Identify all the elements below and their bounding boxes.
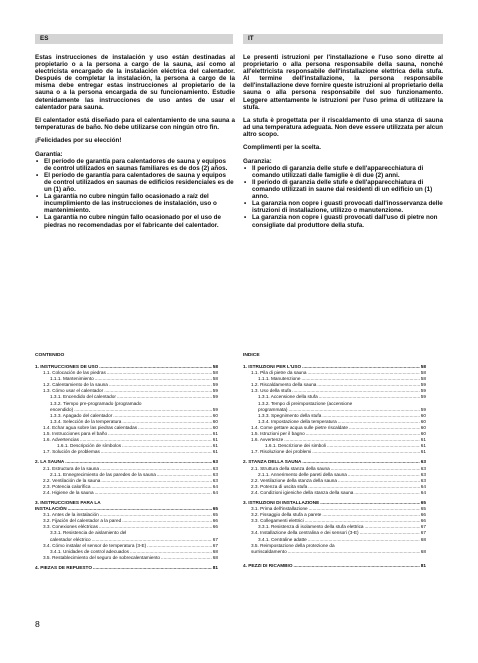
es-warranty-item: • El período de garantía para calentadores de sauna y equipos de control utilizados en saunas de edificios residenciales es de un (1) año. bbox=[35, 172, 235, 193]
toc-entry-title: 2.3. Potenza di uscita stufa bbox=[251, 483, 308, 489]
toc-entry bbox=[35, 565, 218, 571]
toc-page-number: 68 bbox=[212, 548, 218, 554]
toc-entry-title: 1.7. Risoluzione dei problemi bbox=[251, 449, 312, 455]
toc-entry-title: 2.1. Estructura de la sauna bbox=[43, 465, 100, 471]
toc-entry-title: 3.3. Collegamenti elettrici bbox=[251, 518, 304, 524]
toc-entry bbox=[243, 549, 426, 555]
es-intro-column bbox=[35, 54, 235, 235]
toc-page-number: 64 bbox=[212, 483, 218, 489]
it-table-of-contents bbox=[243, 364, 426, 569]
toc-page-number: 67 bbox=[212, 542, 218, 548]
it-warranty-item: • Il periodo di garanzia delle stufe e dell'apparecchiatura di comando utilizzati in saune dai residenti di un edificio un (1) anno. bbox=[243, 179, 443, 200]
toc-entry: 3. INSTRUCCIONES PARA LA bbox=[35, 499, 101, 505]
toc-page-number: 81 bbox=[420, 562, 426, 568]
toc-entry-title: 1.6. Advertencias bbox=[43, 437, 79, 443]
es-paragraph: El calentador está diseñado para el calentamiento de una sauna a temperaturas de baño. No debe utilizarse con ningún otro fin. bbox=[35, 116, 235, 132]
toc-page-number: 65 bbox=[212, 506, 218, 512]
toc-page-number: 60 bbox=[420, 418, 426, 424]
toc-entry bbox=[35, 394, 218, 400]
toc-entry-title: 1. ISTRUZIONI PER L'USO bbox=[243, 364, 302, 369]
toc-page-number: 65 bbox=[420, 499, 426, 505]
toc-entry-title: 2.1.1. Annerimento delle pareti della sauna bbox=[258, 471, 347, 477]
toc-page-number: 58 bbox=[420, 364, 426, 369]
toc-entry-title: 3.3. Conexiones eléctricas bbox=[43, 524, 98, 530]
toc-entry-title: 2. STANZA DELLA SAUNA bbox=[243, 459, 302, 465]
toc-entry-title: 1.2. Riscaldamento della sauna bbox=[251, 382, 317, 388]
toc-entry-title: 1. INSTRUCCIONES DE USO bbox=[35, 364, 99, 369]
toc-page-number: 63 bbox=[212, 465, 218, 471]
toc-entry-title: 3.1. Prima dell'installazione bbox=[251, 506, 308, 512]
toc-page-number: 64 bbox=[212, 489, 218, 495]
toc-page-number: 66 bbox=[420, 512, 426, 518]
toc-entry bbox=[243, 394, 426, 400]
toc-page-number: 60 bbox=[212, 412, 218, 418]
toc-leader-dots bbox=[319, 394, 420, 400]
toc-leader-dots bbox=[308, 537, 420, 543]
toc-entry: 3.5. Reimpostazione della protezione da bbox=[251, 542, 335, 548]
it-section-header bbox=[243, 34, 443, 44]
toc-page-number: 59 bbox=[212, 406, 218, 412]
toc-page-number: 58 bbox=[212, 376, 218, 382]
toc-entry-title: 1.6. Avvertenze bbox=[251, 437, 284, 443]
toc-entry-title: 3.4.1. Centraline adatte bbox=[258, 536, 307, 542]
toc-entry-title: 3.4. Cómo instalar el sensor de temperatura (3-E) bbox=[43, 542, 147, 548]
es-section-header bbox=[35, 34, 233, 44]
toc-entry: 1.3.2. Tempo di preimpostazione (accensione bbox=[258, 400, 353, 406]
toc-page-number: 59 bbox=[212, 382, 218, 388]
toc-page-number: 66 bbox=[212, 518, 218, 524]
toc-entry: 1.3.2. Tiempo pre-programado (programado bbox=[50, 400, 142, 406]
it-language-label: IT bbox=[248, 35, 254, 42]
toc-page-number: 59 bbox=[420, 382, 426, 388]
it-warranty-item: • La garanzia non copre i guasti provocati dall'uso di pietre non consigliate dal produttore della stufa. bbox=[243, 214, 443, 228]
toc-page-number: 63 bbox=[212, 477, 218, 483]
it-paragraph: Complimenti per la scelta. bbox=[243, 144, 322, 152]
toc-entry-title: 1.6.1. Descrizione dei simboli bbox=[265, 443, 326, 449]
toc-page-number: 66 bbox=[420, 518, 426, 524]
toc-entry-title: 1.4. Echar agua sobre las piedras calentadas bbox=[43, 424, 138, 430]
toc-entry bbox=[35, 490, 218, 496]
es-table-of-contents bbox=[35, 364, 218, 571]
toc-page-number: 59 bbox=[212, 394, 218, 400]
toc-page-number: 68 bbox=[420, 548, 426, 554]
toc-page-number: 65 bbox=[212, 512, 218, 518]
toc-leader-dots bbox=[312, 449, 420, 455]
toc-entry-title: 3.3.1. Resistenza di isolamento della stufa elettrica bbox=[258, 524, 364, 530]
toc-entry bbox=[35, 449, 218, 455]
toc-entry bbox=[243, 537, 426, 543]
toc-page-number: 59 bbox=[420, 406, 426, 412]
toc-leader-dots bbox=[293, 563, 419, 569]
it-toc-title: INDICE bbox=[243, 353, 260, 358]
es-paragraph: ¡Felicidades por su elección! bbox=[35, 137, 122, 145]
toc-leader-dots bbox=[288, 549, 420, 555]
toc-leader-dots bbox=[161, 555, 212, 561]
toc-page-number: 68 bbox=[420, 536, 426, 542]
toc-entry-title: 3.4. Installazione della centralina e dei sensori (3-E) bbox=[251, 530, 359, 536]
es-language-label: ES bbox=[40, 35, 49, 42]
toc-page-number: 59 bbox=[420, 388, 426, 394]
toc-entry bbox=[243, 563, 426, 569]
toc-entry-title: 1.7. Solución de problemas bbox=[43, 449, 100, 455]
toc-page-number: 66 bbox=[212, 524, 218, 530]
toc-entry-title: programmata) bbox=[258, 406, 288, 412]
toc-page-number: 63 bbox=[212, 471, 218, 477]
toc-page-number: 58 bbox=[420, 376, 426, 382]
toc-page-number: 58 bbox=[420, 370, 426, 376]
toc-entry-title: 3.4.1. Unidades de control adecuados bbox=[50, 548, 129, 554]
page-number: 8 bbox=[35, 619, 40, 629]
toc-entry-title: 1.3.1. Accensione della stufa bbox=[258, 394, 318, 400]
es-toc-title: CONTENIDO bbox=[35, 353, 65, 358]
toc-entry-title: 1.2. Calentamiento de la sauna bbox=[43, 382, 108, 388]
toc-page-number: 67 bbox=[420, 524, 426, 530]
toc-page-number: 64 bbox=[420, 489, 426, 495]
toc-page-number: 67 bbox=[420, 530, 426, 536]
toc-page-number: 61 bbox=[212, 449, 218, 455]
toc-entry-title: 3. ISTRUZIONI DI INSTALLAZIONE bbox=[243, 499, 320, 505]
toc-entry-title: 1.5. Instrucciones para el baño bbox=[43, 431, 108, 437]
toc-entry-title: 1.3. Uso della stufa bbox=[251, 388, 292, 394]
toc-leader-dots bbox=[95, 490, 212, 496]
toc-page-number: 59 bbox=[212, 388, 218, 394]
toc-page-number: 60 bbox=[420, 431, 426, 437]
toc-entry-title: 3.1. Antes de la instalación bbox=[43, 512, 99, 518]
it-warranty-title: Garanzia: bbox=[243, 157, 272, 165]
toc-page-number: 61 bbox=[420, 449, 426, 455]
es-paragraph: Estas instrucciones de instalación y uso están destinadas al propietario o a la persona a cargo de la sauna, así como al electricista encargado de la instalación eléctrica del calentador. Después de completar la instalación, la persona a cargo de la misma debe entregar estas instrucciones al propietario de la sauna o a la persona encargada de su funcionamiento. Estudie detenidamente las instrucciones de uso antes de usar el calentador para sauna. bbox=[35, 54, 235, 111]
toc-entry-title: 4. PEZZI DI RICAMBIO bbox=[243, 562, 293, 568]
toc-page-number: 60 bbox=[212, 424, 218, 430]
toc-entry-title: 1.3.3. Spegnimento della stufa bbox=[258, 412, 322, 418]
toc-page-number: 58 bbox=[212, 364, 218, 369]
toc-entry-title: 1.3.4. Impostazione della temperatura bbox=[258, 418, 337, 424]
toc-entry-title: 1.1. Colocación de las piedras bbox=[43, 370, 106, 376]
toc-page-number: 64 bbox=[420, 483, 426, 489]
toc-entry-title: 1.1.1. Mantenimiento bbox=[50, 376, 94, 382]
toc-entry: 3.3.1. Resistencia de aislamiento del bbox=[50, 530, 127, 536]
es-warranty-item: • La garantía no cubre ningún fallo ocasionado por el uso de piedras no recomendadas por el fabricante del calentador. bbox=[35, 214, 235, 228]
toc-page-number: 61 bbox=[212, 431, 218, 437]
toc-page-number: 63 bbox=[420, 477, 426, 483]
toc-page-number: 68 bbox=[212, 554, 218, 560]
toc-entry-title: 3.2. Fijación del calentador a la pared bbox=[43, 518, 122, 524]
toc-page-number: 63 bbox=[420, 465, 426, 471]
toc-page-number: 65 bbox=[420, 506, 426, 512]
toc-page-number: 63 bbox=[420, 471, 426, 477]
toc-entry bbox=[243, 449, 426, 455]
toc-page-number: 61 bbox=[420, 437, 426, 443]
toc-entry bbox=[35, 555, 218, 561]
toc-page-number: 67 bbox=[212, 536, 218, 542]
toc-entry-title: 2.4. Condizioni igieniche della stanza della sauna bbox=[251, 489, 354, 495]
toc-entry-title: surriscaldamento bbox=[251, 548, 287, 554]
it-paragraph: La stufa è progettata per il riscaldamento di una stanza di sauna ad una temperatura adeguata. Non deve essere utilizzata per alcun altro scopo. bbox=[243, 116, 443, 139]
es-warranty-item: • El período de garantía para calentadores de sauna y equipos de control utilizados en saunas familiares es de dos (2) años. bbox=[35, 158, 235, 172]
toc-entry-title: 2.1.1. Ennegrecimiento de las paredes de la sauna bbox=[50, 471, 156, 477]
toc-entry-title: 1.6.1. Descripción de símbolos bbox=[57, 443, 122, 449]
toc-entry-title: INSTALACIÓN bbox=[35, 506, 67, 512]
toc-page-number: 63 bbox=[420, 459, 426, 465]
toc-entry-title: 2.1. Struttura della stanza della sauna bbox=[251, 465, 330, 471]
toc-entry-title: 1.3.3. Apagado del calentador bbox=[50, 412, 113, 418]
it-warranty-item: • La garanzia non copre i guasti provocati dall'inosservanza delle istruzioni di installazione, utilizzo o manutenzione. bbox=[243, 200, 443, 214]
toc-entry-title: 2. LA SAUNA bbox=[35, 459, 65, 465]
it-paragraph: Le presenti istruzioni per l'installazione e l'uso sono dirette al proprietario o alla persona responsabile della sauna, nonché all'elettricista responsabile dell'installazione elettrica della stufa. Al termine dell'installazione, la persona responsabile dell'installazione deve fornire queste istruzioni al proprietario della sauna o alla persona responsabile del suo funzionamento. Leggere attentamente le istruzioni per l'uso prima di utilizzare la stufa. bbox=[243, 54, 443, 111]
toc-entry-title: 1.1. Pila di pietre da sauna bbox=[251, 370, 307, 376]
toc-entry-title: 2.2. Ventilazione della stanza della sauna bbox=[251, 477, 337, 483]
toc-leader-dots bbox=[93, 565, 212, 571]
toc-entry-title: 2.2. Ventilación de la sauna bbox=[43, 477, 101, 483]
toc-page-number: 59 bbox=[420, 394, 426, 400]
toc-entry bbox=[243, 490, 426, 496]
es-warranty-list bbox=[35, 158, 235, 229]
it-warranty-item: • Il periodo di garanzia delle stufe e dell'apparecchiatura di comando utilizzati dalle famiglie è di due (2) anni. bbox=[243, 165, 443, 179]
toc-entry-title: 1.4. Come gettare acqua sulle pietre riscaldate bbox=[251, 424, 348, 430]
toc-leader-dots bbox=[354, 490, 419, 496]
toc-leader-dots bbox=[101, 449, 212, 455]
toc-entry-title: 3.5. Restablecimiento del seguro de sobrecalentamiento bbox=[43, 554, 160, 560]
toc-page-number: 60 bbox=[420, 424, 426, 430]
toc-page-number: 81 bbox=[212, 564, 218, 570]
es-warranty-title: Garantía: bbox=[35, 150, 63, 158]
toc-page-number: 63 bbox=[212, 459, 218, 465]
it-intro-column bbox=[243, 54, 443, 235]
toc-entry-title: 1.3. Cómo usar el calentador bbox=[43, 388, 104, 394]
toc-page-number: 61 bbox=[212, 443, 218, 449]
toc-entry-title: encendido) bbox=[50, 406, 74, 412]
toc-entry-title: 2.3. Potencia calorífica bbox=[43, 483, 91, 489]
toc-entry-title: 2.4. Higiene de la sauna bbox=[43, 489, 94, 495]
toc-page-number: 61 bbox=[420, 443, 426, 449]
es-warranty-item: • La garantía no cubre ningún fallo ocasionado a raíz del incumplimiento de las instrucciones de instalación, uso o mantenimiento. bbox=[35, 193, 235, 214]
toc-leader-dots bbox=[117, 394, 212, 400]
toc-entry-title: 1.3.1. Encendido del calentador bbox=[50, 394, 116, 400]
toc-entry-title: 4. PIEZAS DE REPUESTO bbox=[35, 564, 92, 570]
toc-entry-title: 3.2. Fissaggio della stufa a parete bbox=[251, 512, 322, 518]
toc-entry-title: 1.5. Istruzioni per il bagno bbox=[251, 431, 305, 437]
toc-page-number: 61 bbox=[212, 437, 218, 443]
toc-entry-title: 1.3.4. Selección de la temperatura bbox=[50, 418, 122, 424]
toc-page-number: 60 bbox=[212, 418, 218, 424]
toc-page-number: 58 bbox=[212, 370, 218, 376]
toc-entry-title: 1.1.1. Manutenzione bbox=[258, 376, 301, 382]
toc-page-number: 60 bbox=[420, 412, 426, 418]
it-warranty-list bbox=[243, 165, 443, 229]
toc-entry-title: calentador eléctrico bbox=[50, 536, 91, 542]
